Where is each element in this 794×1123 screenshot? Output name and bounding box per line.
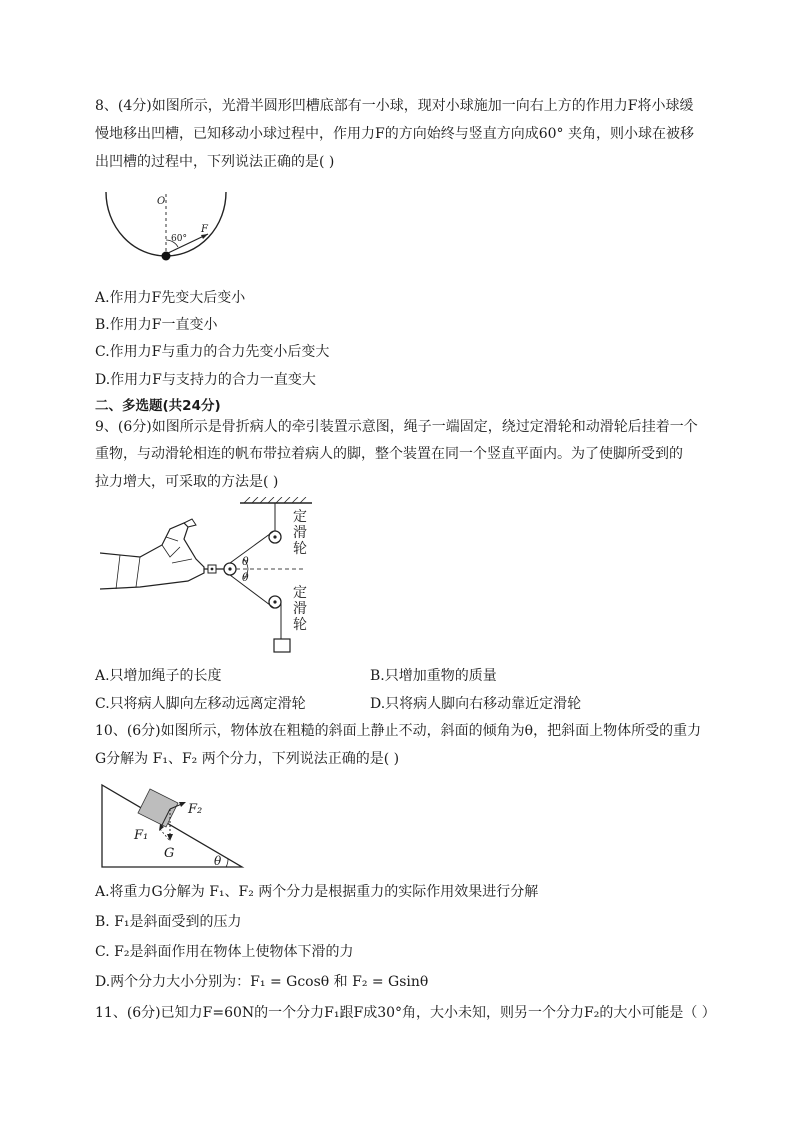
q10-f2-label: F₂ (188, 802, 203, 817)
q8-option-a: A.作用力F先变大后变小 (95, 290, 246, 306)
q10-stem-line-1: 10、(6分)如图所示，物体放在粗糙的斜面上静止不动，斜面的倾角为θ，把斜面上物体所受的重力 (95, 723, 702, 739)
q9-stem-line-3: 拉力增大，可采取的方法是( ) (95, 474, 279, 490)
q9-option-a: A.只增加绳子的长度 (95, 668, 222, 684)
q11-stem-line-1: 11、(6分)已知力F=60N的一个分力F₁跟F成30°角，大小未知，则另一个分力F₂的大小可能是（ ） (95, 1005, 716, 1021)
q10-option-a: A.将重力G分解为 F₁、F₂ 两个分力是根据重力的实际作用效果进行分解 (95, 884, 539, 900)
q8-figure (100, 190, 232, 266)
q9-bottom-pulley-label: 定滑轮 (293, 585, 307, 633)
q9-theta-upper: θ (242, 555, 249, 568)
q10-figure (100, 783, 246, 869)
section-heading: 二、多选题(共24分) (95, 398, 221, 414)
q9-figure (100, 497, 330, 659)
q8-stem-line-2: 慢地移出凹槽，已知移动小球过程中，作用力F的方向始终与竖直方向成60° 夹角，则小球在被移 (95, 126, 694, 142)
q8-stem-line-1: 8、(4分)如图所示，光滑半圆形凹槽底部有一小球，现对小球施加一向右上方的作用力F将小球缓 (95, 98, 694, 114)
q8-option-c: C.作用力F与重力的合力先变小后变大 (95, 344, 330, 360)
q9-top-pulley-label: 定滑轮 (293, 509, 307, 557)
q9-theta-lower: θ (242, 571, 249, 584)
q8-angle-label: 60° (171, 234, 187, 244)
patient-foot-icon (100, 523, 204, 589)
weight-block (274, 639, 290, 652)
q10-theta-label: θ (214, 854, 222, 868)
q8-option-b: B.作用力F一直变小 (95, 317, 218, 333)
q8-force-label: F (201, 224, 208, 235)
q9-stem-line-2: 重物，与动滑轮相连的帆布带拉着病人的脚，整个装置在同一个竖直平面内。为了使脚所受到的 (95, 446, 683, 462)
q9-stem-line-1: 9、(6分)如图所示是骨折病人的牵引装置示意图，绳子一端固定，绕过定滑轮和动滑轮后挂着一个 (95, 419, 698, 435)
q10-option-b: B. F₁是斜面受到的压力 (95, 914, 242, 930)
q10-g-label: G (164, 846, 175, 861)
q8-option-d: D.作用力F与支持力的合力一直变大 (95, 372, 316, 388)
q10-f1-label: F₁ (134, 828, 149, 843)
q10-stem-line-2: G分解为 F₁、F₂ 两个分力，下列说法正确的是( ) (95, 751, 400, 767)
q8-center-label: O (157, 196, 166, 207)
q9-option-c: C.只将病人脚向左移动远离定滑轮 (95, 696, 306, 712)
q10-option-c: C. F₂是斜面作用在物体上使物体下滑的力 (95, 944, 354, 960)
q10-option-d: D.两个分力大小分别为：F₁ = Gcosθ 和 F₂ = Gsinθ (95, 974, 429, 990)
ball-icon (162, 252, 171, 261)
q9-option-b: B.只增加重物的质量 (370, 668, 497, 684)
q8-stem-line-3: 出凹槽的过程中，下列说法正确的是( ) (95, 154, 335, 170)
q9-option-d: D.只将病人脚向右移动靠近定滑轮 (370, 696, 582, 712)
